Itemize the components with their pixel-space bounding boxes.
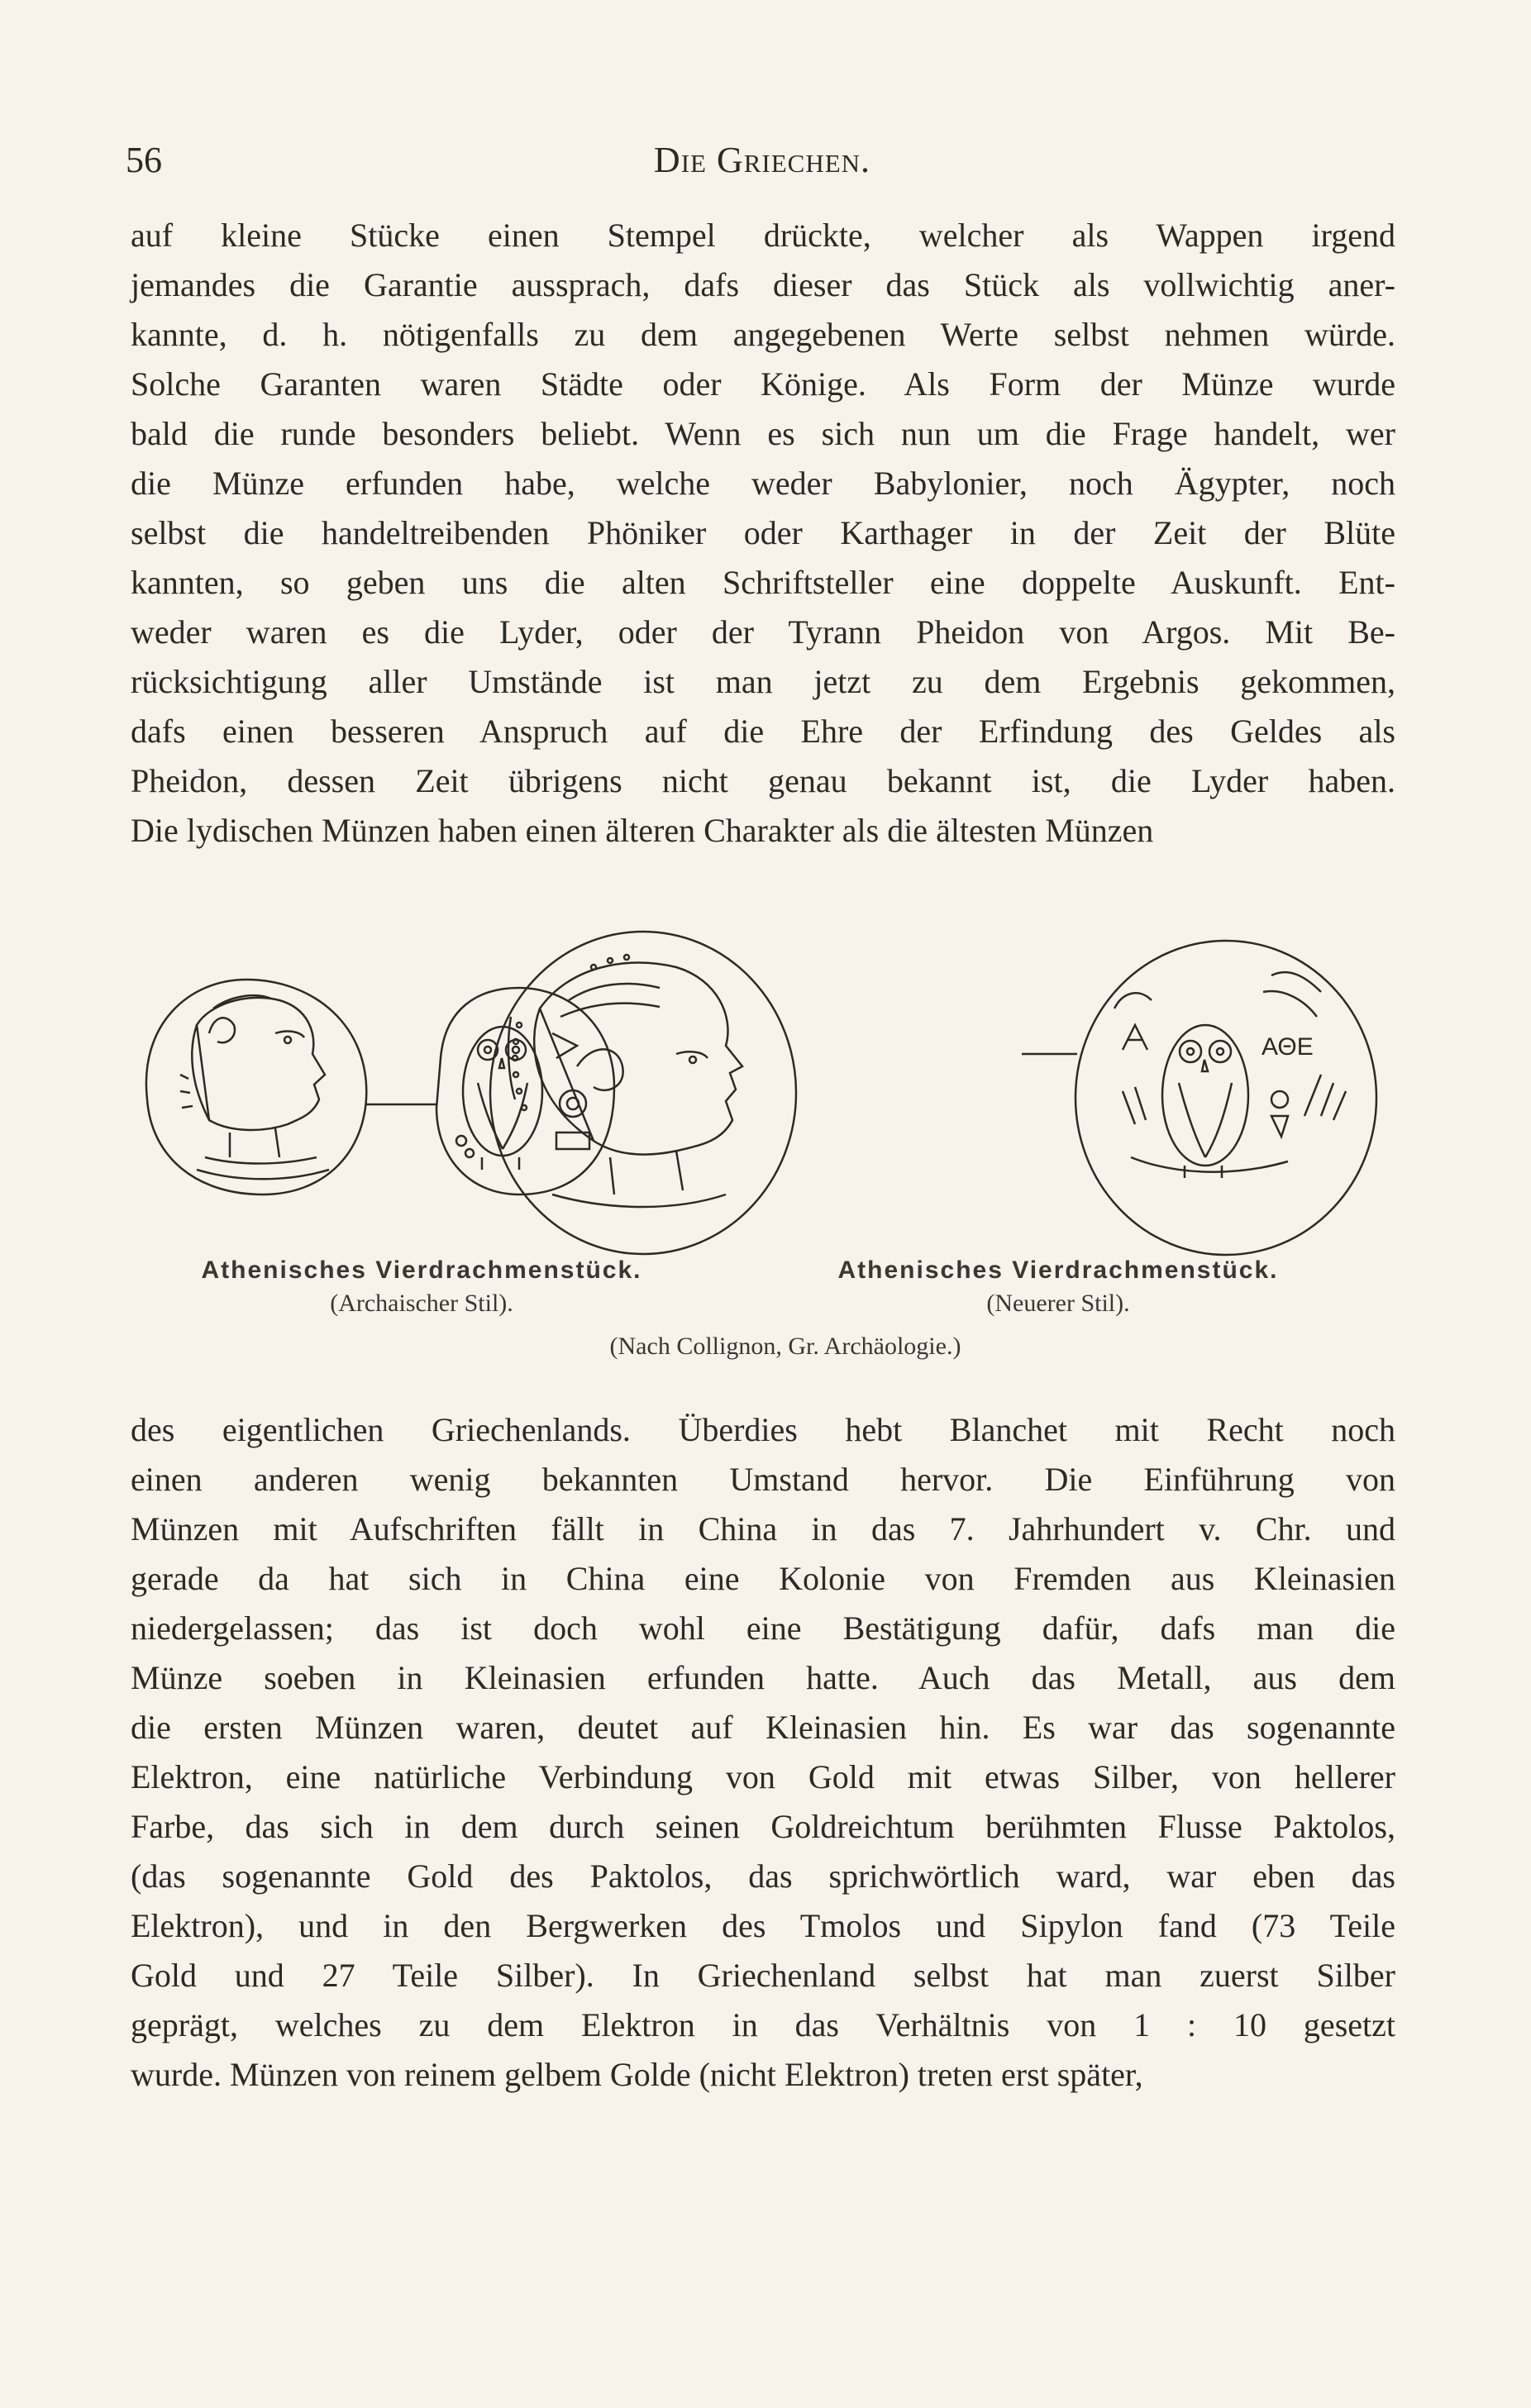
coin-archaic-obverse — [146, 980, 366, 1194]
text-line: die Münze erfunden habe, welche weder Babylonier, noch Ägypter, noch — [131, 465, 1395, 502]
caption-right — [794, 1256, 1323, 1318]
text-line: die ersten Münzen waren, deutet auf Kleinasien hin. Es war das sogenannte — [131, 1709, 1395, 1746]
coin-archaic-reverse — [436, 988, 614, 1194]
coin-illustrations — [131, 909, 1395, 1256]
text-line: Solche Garanten waren Städte oder Könige. Als Form der Münze wurde — [131, 365, 1395, 403]
text-line: rücksichtigung aller Umstände ist man jetzt zu dem Ergebnis gekommen, — [131, 663, 1395, 700]
paragraph-bottom — [131, 1405, 1395, 2100]
text-line: niedergelassen; das ist doch wohl eine Bestätigung dafür, dafs man die — [131, 1609, 1395, 1647]
text-line: dafs einen besseren Anspruch auf die Ehre der Erfindung des Geldes als — [131, 713, 1395, 750]
coin-later-reverse — [1076, 941, 1376, 1255]
text-line: bald die runde besonders beliebt. Wenn es sich nun um die Frage handelt, wer — [131, 415, 1395, 452]
text-line: des eigentlichen Griechenlands. Überdies hebt Blanchet mit Recht noch — [131, 1411, 1395, 1448]
page-number: 56 — [126, 140, 162, 180]
text-line: wurde. Münzen von reinem gelbem Golde (nicht Elektron) treten erst später, — [131, 2056, 1143, 2093]
page-header — [126, 139, 1399, 188]
text-line: einen anderen wenig bekannten Umstand hervor. Die Einführung von — [131, 1461, 1395, 1498]
caption-right-subtitle: (Neuerer Stil). — [986, 1290, 1130, 1317]
text-line: weder waren es die Lyder, oder der Tyrann Pheidon von Argos. Mit Be- — [131, 613, 1395, 651]
text-line: Elektron, eine natürliche Verbindung von Gold mit etwas Silber, von hellerer — [131, 1758, 1395, 1795]
text-line: Münzen mit Aufschriften fällt in China in das 7. Jahrhundert v. Chr. und — [131, 1510, 1395, 1547]
caption-right-title: Athenisches Vierdrachmenstück. — [837, 1256, 1279, 1284]
text-line: selbst die handeltreibenden Phöniker oder Karthager in der Zeit der Blüte — [131, 514, 1395, 551]
text-line: Elektron), und in den Bergwerken des Tmolos und Sipylon fand (73 Teile — [131, 1907, 1395, 1944]
caption-left-subtitle: (Archaischer Stil). — [330, 1290, 513, 1317]
text-line: geprägt, welches zu dem Elektron in das Verhältnis von 1 : 10 gesetzt — [131, 2006, 1395, 2043]
text-line: Münze soeben in Kleinasien erfunden hatte. Auch das Metall, aus dem — [131, 1659, 1395, 1696]
coin-inscription: ΑΘΕ — [1262, 1033, 1314, 1061]
text-line: kannten, so geben uns die alten Schriftsteller eine doppelte Auskunft. Ent- — [131, 564, 1395, 601]
text-line: jemandes die Garantie aussprach, dafs dieser das Stück als vollwichtig aner- — [131, 266, 1395, 303]
text-line: (das sogenannte Gold des Paktolos, das sprichwörtlich ward, war eben das — [131, 1857, 1395, 1895]
running-title: Die Griechen. — [653, 140, 871, 180]
caption-left — [165, 1256, 678, 1318]
text-line: gerade da hat sich in China eine Kolonie von Fremden aus Kleinasien — [131, 1560, 1395, 1597]
coin-later-obverse — [490, 932, 796, 1254]
paragraph-top — [131, 211, 1395, 856]
text-line: Farbe, das sich in dem durch seinen Goldreichtum berühmten Flusse Paktolos, — [131, 1808, 1395, 1845]
text-line: Die lydischen Münzen haben einen älteren Charakter als die ältesten Münzen — [131, 812, 1154, 849]
text-line: Pheidon, dessen Zeit übrigens nicht genau bekannt ist, die Lyder haben. — [131, 762, 1395, 799]
figure-source-credit: (Nach Collignon, Gr. Archäologie.) — [609, 1333, 961, 1360]
text-line: Gold und 27 Teile Silber). In Griechenland selbst hat man zuerst Silber — [131, 1957, 1395, 1994]
text-line: kannte, d. h. nötigenfalls zu dem angegebenen Werte selbst nehmen würde. — [131, 316, 1395, 353]
caption-left-title: Athenisches Vierdrachmenstück. — [201, 1256, 642, 1284]
text-line: auf kleine Stücke einen Stempel drückte, welcher als Wappen irgend — [131, 217, 1395, 254]
